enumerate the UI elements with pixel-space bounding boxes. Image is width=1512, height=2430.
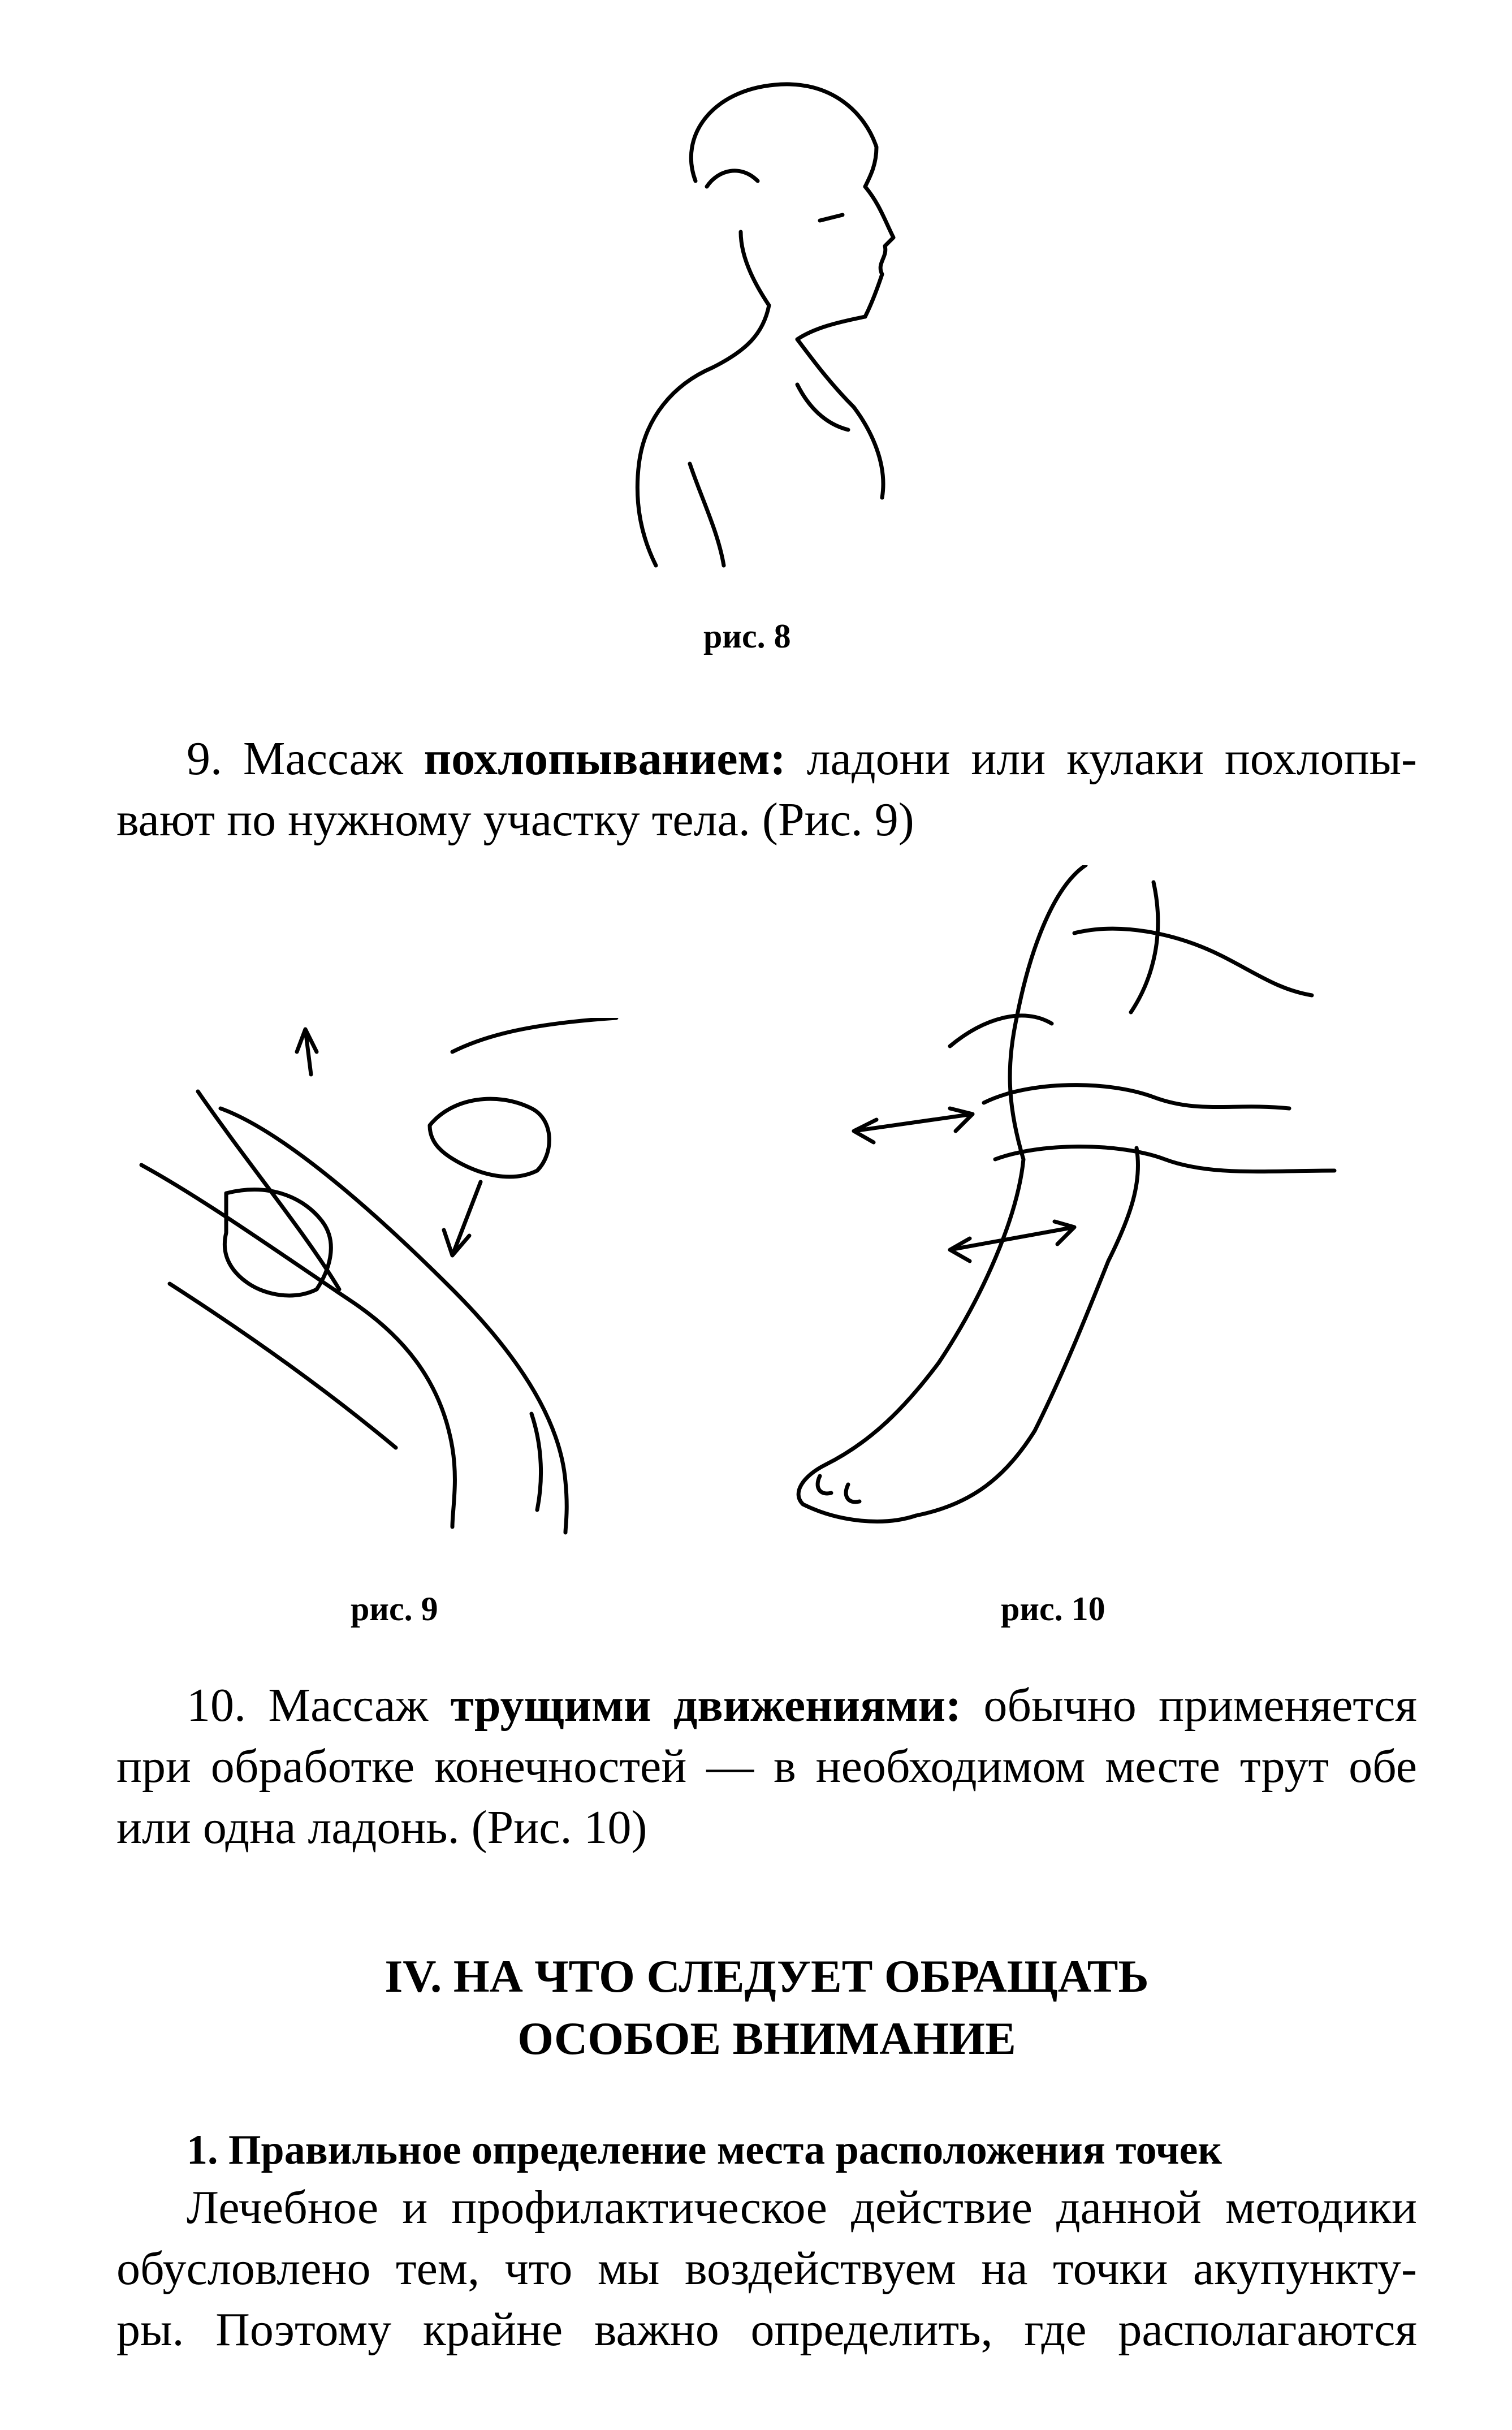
figure-8-caption: рис. 8 — [703, 618, 791, 655]
figure-10-caption: рис. 10 — [1001, 1590, 1105, 1628]
item-10-line-2: при обработке конечностей — в необходимом месте трут обе — [116, 1740, 1417, 1793]
item-10-paragraph — [116, 1675, 1417, 1858]
item-10-line-3: или одна ладонь. (Рис. 10) — [116, 1801, 647, 1854]
figure-8-illustration — [628, 68, 922, 577]
figure-9-caption: рис. 9 — [351, 1590, 438, 1628]
item-9-paragraph — [116, 728, 1417, 851]
item-9-bold-term: похлопыванием: — [424, 732, 786, 785]
subsection-paragraph — [116, 2177, 1417, 2360]
section-heading — [116, 1945, 1417, 2070]
subsection-heading: 1. Правильное определение места расположения точек — [187, 2127, 1222, 2173]
item-10-bold-term: трущими движениями: — [450, 1679, 962, 1732]
section-heading-line-1: IV. НА ЧТО СЛЕДУЕТ ОБРАЩАТЬ — [385, 1950, 1149, 2002]
subsection-line-2: обусловлено тем, что мы воздействуем на точки акупункту- — [116, 2242, 1417, 2295]
section-heading-line-2: ОСОБОЕ ВНИМАНИЕ — [517, 2013, 1016, 2064]
item-10-line-1: 10. Массаж трущими движениями: обычно применяется — [187, 1679, 1418, 1732]
subsection-line-1: Лечебное и профилактическое действие данной методики — [187, 2181, 1417, 2234]
item-9-line-1: 9. Массаж похлопыванием: ладони или кулаки похлопы- — [187, 732, 1417, 785]
figure-9-illustration — [136, 1018, 633, 1538]
figure-10-illustration — [769, 865, 1346, 1555]
item-9-line-2: вают по нужному участку тела. (Рис. 9) — [116, 793, 914, 846]
subsection-line-3: ры. Поэтому крайне важно определить, где располагаются — [116, 2303, 1417, 2356]
